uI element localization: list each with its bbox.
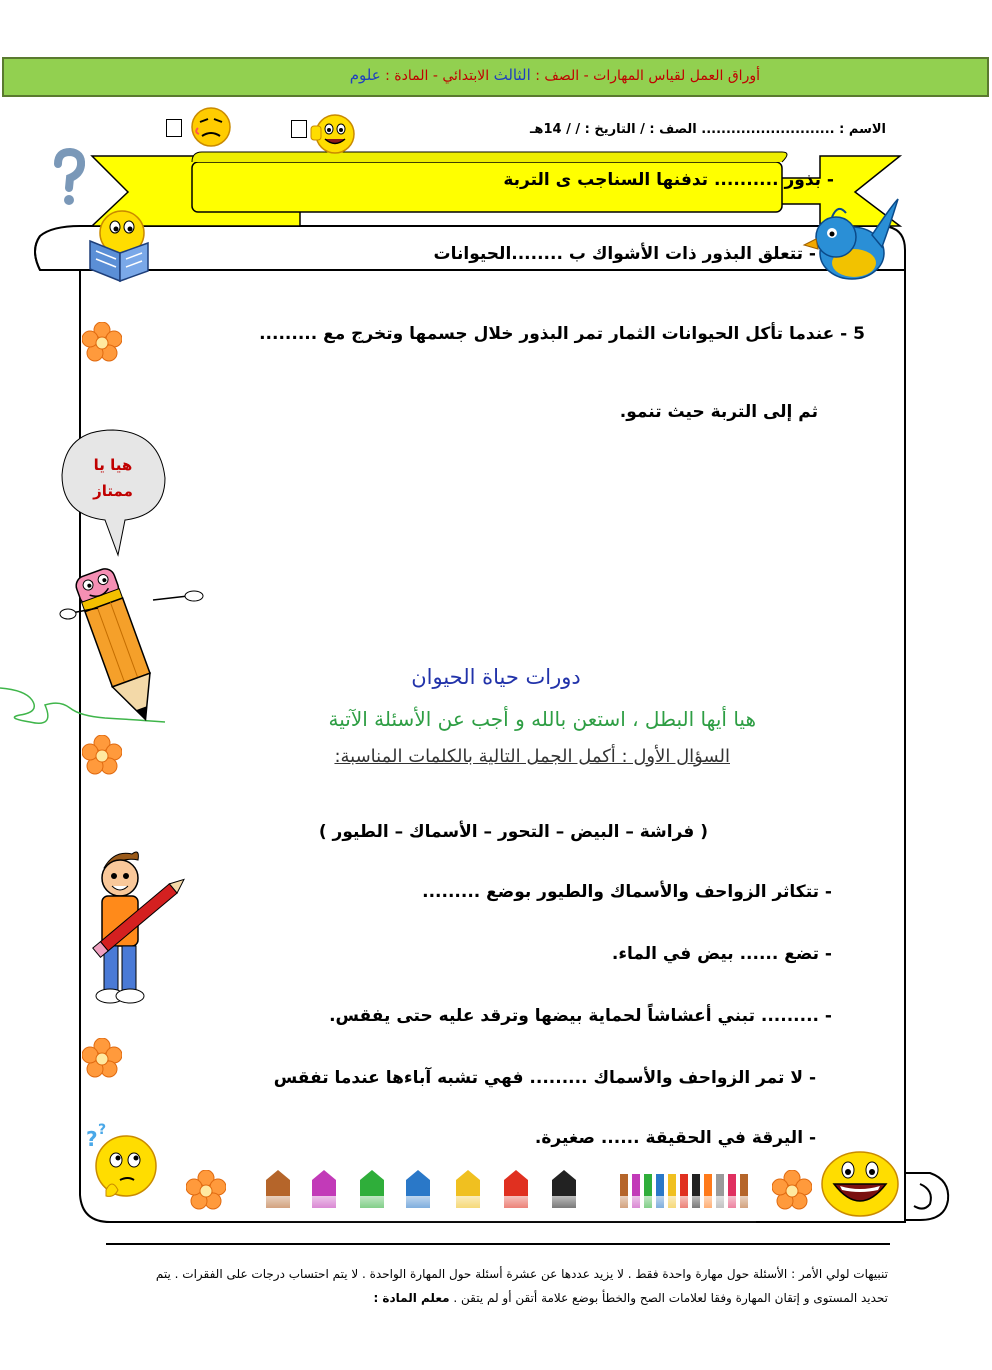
- question-one-heading: السؤال الأول : أكمل الجمل التالية بالكلمات المناسبة:: [334, 746, 730, 767]
- pencil-character-icon: [58, 548, 208, 728]
- speech-bubble: [70, 452, 156, 504]
- happy-smiley-icon: [309, 112, 355, 156]
- question-line-2: 5 - عندما تأكل الحيوانات الثمار تمر البذور خلال جسمها وتخرج مع .........: [259, 324, 865, 344]
- subject-label: المادة :: [385, 68, 429, 84]
- svg-text:?: ?: [86, 1127, 98, 1151]
- thinking-smiley-icon: [84, 1120, 160, 1206]
- boy-with-pencil-icon: [88, 848, 188, 1014]
- flower-icon: [82, 735, 122, 775]
- grade-value: الثالث: [493, 66, 531, 84]
- sad-smiley-icon: [190, 106, 232, 148]
- flower-icon: [82, 322, 122, 362]
- sheet-label: أوراق العمل لقياس المهارات: [593, 68, 760, 84]
- subject-value: علوم: [349, 66, 381, 84]
- colored-pencils-icon: [260, 1166, 756, 1224]
- student-info-row: الاسم : ........................... الصف : / التاريخ : / / 14هـ: [529, 122, 886, 137]
- not-mastered-checkbox[interactable]: [166, 119, 182, 137]
- svg-text:?: ?: [98, 1122, 107, 1138]
- question-mark-icon: [50, 148, 86, 208]
- section-title: دورات حياة الحيوان: [411, 665, 581, 689]
- question-line-3: ثم إلى التربة حيث تنمو.: [619, 402, 818, 422]
- fill-in-line-5: - اليرقة في الحقيقة ...... صغيرة.: [534, 1128, 816, 1148]
- word-bank: ( فراشة – البيض – التحور – الأسماك – الطيور ): [318, 822, 708, 842]
- fill-in-line-3: - ......... تبني أعشاشاً لحماية بيضها وترقد عليه حتى يفقس.: [329, 1006, 832, 1026]
- reading-smiley-icon: [82, 205, 154, 283]
- encouragement-text: هيا أيها البطل ، استعن بالله و أجب عن الأسئلة الآتية: [328, 707, 756, 731]
- speech-line-2: ممتاز: [93, 482, 133, 500]
- flower-icon: [82, 1038, 122, 1078]
- mastered-checkbox[interactable]: [291, 120, 307, 138]
- parent-notes: تنبيهات لولي الأمر : الأسئلة حول مهارة واحدة فقط . لا يزيد عددها عن عشرة أسئلة حول المهارة الواحدة . لا يتم احتساب درجات على الفقرات . يتم تحديد المستوى و إتقان المهارة وفقا لعلامات الصح والخطأ بوضع علامة أتقن أو لم يتقن .: [155, 1267, 888, 1305]
- header-text: أوراق العمل لقياس المهارات - الصف : الثالث الابتدائي - المادة : علوم: [349, 66, 760, 84]
- footer-notes: [128, 1262, 888, 1310]
- level-label: الابتدائي: [442, 68, 490, 84]
- flower-icon: [772, 1170, 812, 1210]
- fill-in-line-4: - لا تمر الزواحف والأسماك ......... فهي تشبه آباءها عندما تفقس: [273, 1068, 816, 1088]
- teacher-label: معلم المادة :: [373, 1291, 450, 1305]
- speech-line-1: هيا يا: [93, 456, 133, 474]
- banner-sentence: - بذور .......... تدفنها السناجب ى التربة: [503, 170, 834, 190]
- laughing-smiley-icon: [818, 1146, 902, 1218]
- flower-icon: [186, 1170, 226, 1210]
- fill-in-line-1: - تتكاثر الزواحف والأسماك والطيور بوضع .........: [422, 882, 832, 902]
- blue-bird-icon: [802, 195, 902, 287]
- grade-label: الصف :: [535, 68, 580, 84]
- question-line-1: - تتعلق البذور ذات الأشواك ب ........الحيوانات: [433, 244, 816, 264]
- footer-divider: [106, 1243, 890, 1245]
- fill-in-line-2: - تضع ...... بيض في الماء.: [611, 944, 832, 964]
